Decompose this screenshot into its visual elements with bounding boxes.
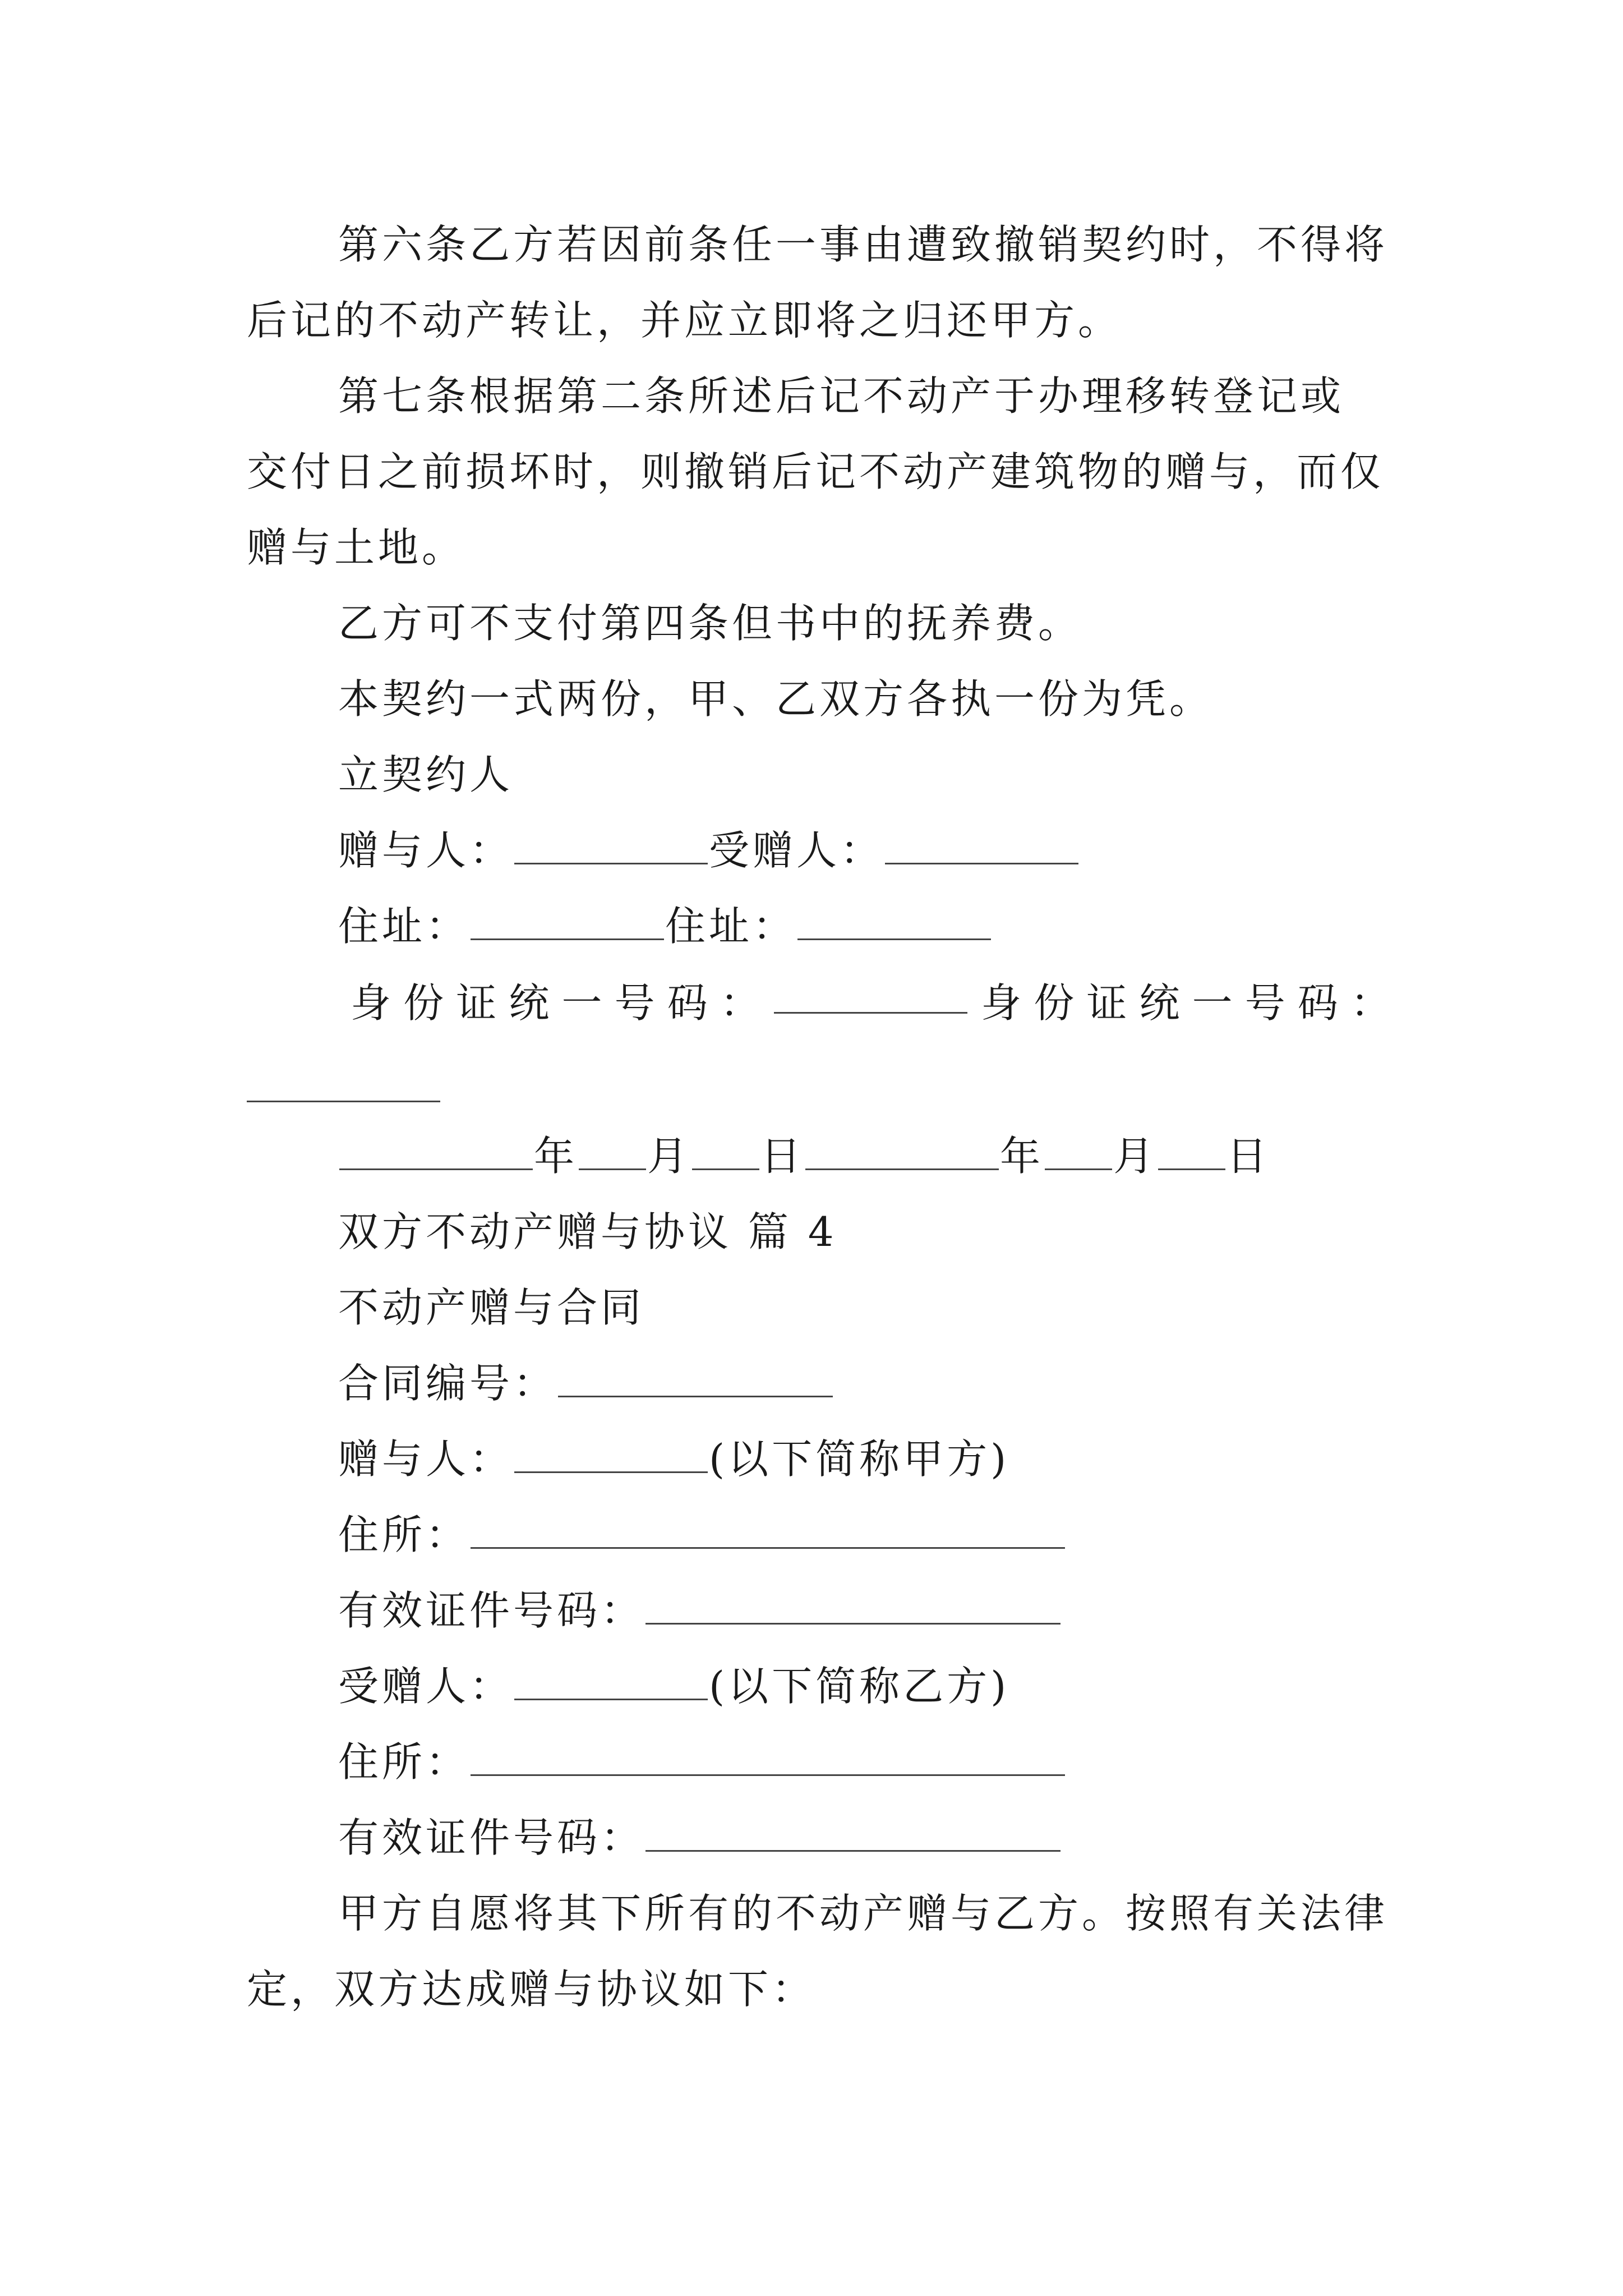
- date-blank-day-1[interactable]: [692, 1133, 759, 1170]
- article-6-line-1: 第六条乙方若因前条任一事由遭致撤销契约时，不得将: [338, 221, 1389, 268]
- contract-donor-suffix: (以下简称甲方): [709, 1435, 1010, 1483]
- id-char: 证: [456, 979, 497, 1027]
- day-label-1: 日: [760, 1133, 805, 1180]
- contract-donor-label: 赠与人：: [338, 1435, 514, 1483]
- support-clause: 乙方可不支付第四条但书中的抚养费。: [338, 600, 1082, 647]
- date-blank-day-2[interactable]: [1158, 1133, 1225, 1170]
- contract-donor-blank[interactable]: [514, 1435, 708, 1473]
- id-char: 份: [1034, 979, 1075, 1027]
- id-char: 一: [561, 979, 602, 1027]
- signing-id-row: [247, 976, 1391, 1030]
- id-char: 号: [614, 979, 655, 1027]
- id-char: 统: [509, 979, 550, 1027]
- date-blank-year-2[interactable]: [805, 1133, 999, 1170]
- donor-residence-label: 住所：: [338, 1511, 470, 1558]
- section-title: 双方不动产赠与协议 篇 4: [338, 1208, 837, 1255]
- address-label-1: 住址：: [338, 903, 470, 950]
- date-blank-month-1[interactable]: [579, 1133, 646, 1170]
- signing-date-row: [247, 1129, 1391, 1183]
- id-char: 码: [1297, 979, 1338, 1027]
- contract-donor-residence-row: [247, 1508, 1391, 1562]
- contract-number-blank[interactable]: [558, 1360, 833, 1397]
- id-char: ：: [1350, 979, 1391, 1027]
- donor-blank[interactable]: [514, 827, 708, 864]
- contract-donee-suffix: (以下简称乙方): [709, 1663, 1010, 1710]
- donee-residence-blank[interactable]: [471, 1738, 1065, 1776]
- address-blank-2[interactable]: [797, 903, 991, 940]
- id-char: 身: [351, 979, 391, 1027]
- donor-id-label: 有效证件号码：: [338, 1587, 645, 1634]
- signing-donor-row: [247, 823, 1391, 877]
- donee-label: 受赠人：: [709, 827, 884, 874]
- id-blank-1[interactable]: [774, 976, 967, 1014]
- day-label-2: 日: [1227, 1133, 1271, 1180]
- date-blank-year-1[interactable]: [339, 1133, 533, 1170]
- donee-blank[interactable]: [885, 827, 1078, 864]
- contract-donee-label: 受赠人：: [338, 1663, 514, 1710]
- address-label-2: 住址：: [665, 903, 797, 950]
- copies-clause: 本契约一式两份，甲、乙双方各执一份为凭。: [338, 675, 1214, 723]
- month-label-2: 月: [1113, 1133, 1158, 1180]
- donor-label: 赠与人：: [338, 827, 514, 874]
- donor-residence-blank[interactable]: [471, 1511, 1065, 1549]
- donee-residence-label: 住所：: [338, 1738, 470, 1786]
- id-char: 份: [403, 979, 444, 1027]
- donor-id-blank[interactable]: [645, 1587, 1061, 1625]
- id-char: 一: [1192, 979, 1233, 1027]
- id-blank-2[interactable]: [247, 1101, 440, 1102]
- contract-donee-residence-row: [247, 1735, 1391, 1789]
- contract-number-label: 合同编号：: [338, 1360, 557, 1407]
- year-label-2: 年: [1000, 1133, 1044, 1180]
- article-7-line-3: 赠与土地。: [247, 524, 466, 571]
- contract-intro-line-1: 甲方自愿将其下所有的不动产赠与乙方。按照有关法律: [338, 1890, 1389, 1937]
- article-6-line-2: 后记的不动产转让，并应立即将之归还甲方。: [247, 297, 1122, 344]
- id-char: ：: [720, 979, 760, 1027]
- contract-donor-row: [247, 1432, 1391, 1486]
- year-label-1: 年: [534, 1133, 578, 1180]
- contract-donee-blank[interactable]: [514, 1663, 708, 1700]
- id-char: 号: [1244, 979, 1285, 1027]
- contract-donee-id-row: [247, 1811, 1391, 1865]
- contract-title: 不动产赠与合同: [338, 1284, 645, 1331]
- date-blank-month-2[interactable]: [1045, 1133, 1112, 1170]
- contract-intro-line-2: 定，双方达成赠与协议如下：: [247, 1966, 816, 2013]
- article-7-line-2: 交付日之前损坏时，则撤销后记不动产建筑物的赠与，而仅: [247, 448, 1385, 495]
- signatories-label: 立契约人: [338, 751, 514, 798]
- signing-address-row: [247, 899, 1391, 953]
- id-char: 证: [1086, 979, 1127, 1027]
- contract-donor-id-row: [247, 1584, 1391, 1637]
- donee-id-label: 有效证件号码：: [338, 1814, 645, 1861]
- month-label-1: 月: [647, 1133, 691, 1180]
- contract-donee-row: [247, 1659, 1391, 1713]
- donee-id-blank[interactable]: [645, 1814, 1061, 1852]
- address-blank-1[interactable]: [471, 903, 664, 940]
- article-7-line-1: 第七条根据第二条所述后记不动产于办理移转登记或: [338, 372, 1345, 420]
- id-char: 码: [667, 979, 708, 1027]
- contract-number-row: [247, 1356, 1391, 1410]
- id-char: 身: [981, 979, 1022, 1027]
- id-char: 统: [1139, 979, 1180, 1027]
